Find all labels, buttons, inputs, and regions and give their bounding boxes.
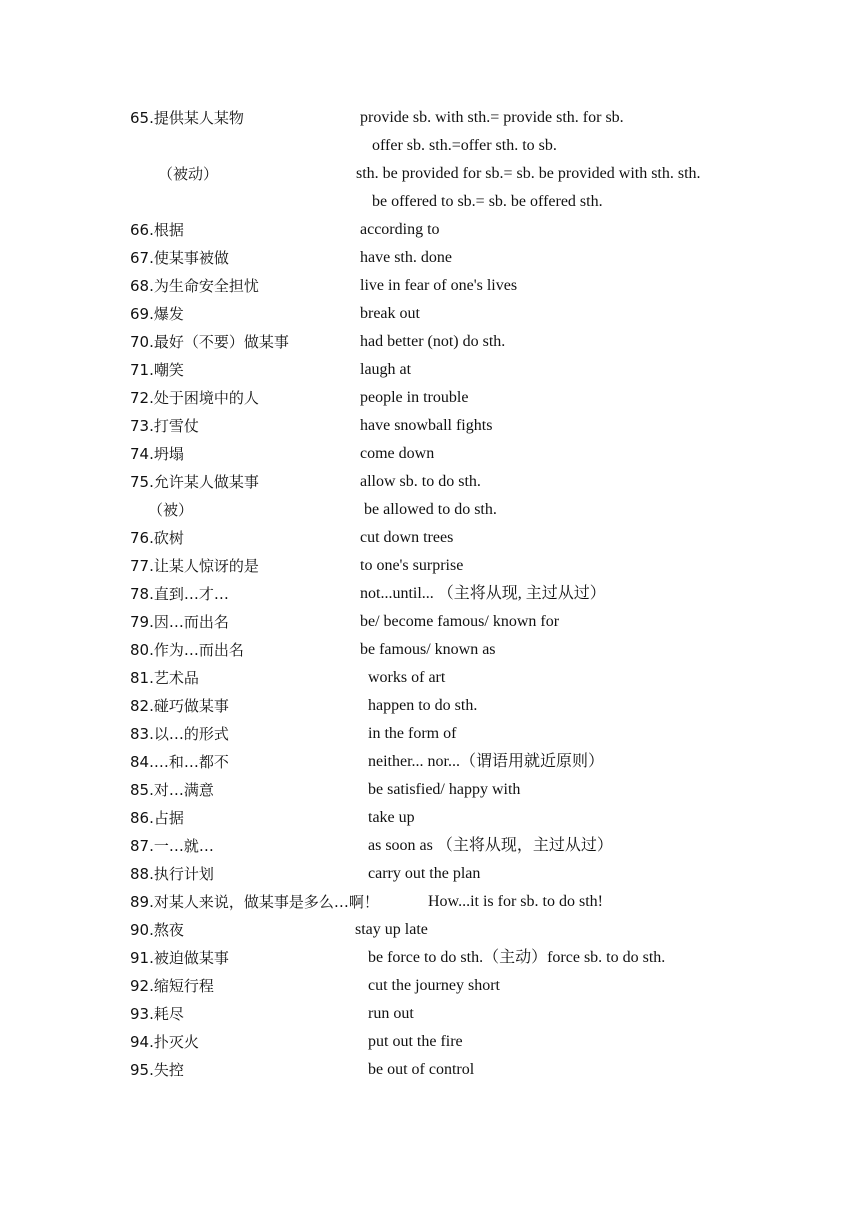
entry-en: run out xyxy=(368,1005,414,1022)
entry-zh: 65.提供某人某物 xyxy=(130,109,244,127)
entry-en: carry out the plan xyxy=(368,865,481,882)
entry-zh: 79.因…而出名 xyxy=(130,613,229,631)
entry-zh: 71.嘲笑 xyxy=(130,361,184,379)
entry-en: be allowed to do sth. xyxy=(364,501,497,518)
entry-en: be force to do sth.（主动）force sb. to do sth. xyxy=(368,949,666,966)
entry-zh: 70.最好（不要）做某事 xyxy=(130,333,289,351)
entry-en: stay up late xyxy=(355,921,428,938)
entry-en: put out the fire xyxy=(368,1033,463,1050)
entry-zh: （被） xyxy=(148,501,194,519)
entry-zh: 93.耗尽 xyxy=(130,1005,184,1023)
entry-en: provide sb. with sth.= provide sth. for sb. xyxy=(360,109,624,126)
entry-zh: 89.对某人来说，做某事是多么…啊！ xyxy=(130,893,379,911)
entry-zh: 76.砍树 xyxy=(130,529,184,547)
entry-en: have sth. done xyxy=(360,249,452,266)
entry-en: be famous/ known as xyxy=(360,641,496,658)
entry-en: works of art xyxy=(368,669,446,686)
entry-zh: 94.扑灭火 xyxy=(130,1033,199,1051)
entry-zh: 86.占据 xyxy=(130,809,184,827)
entry-zh: 82.碰巧做某事 xyxy=(130,697,229,715)
entry-zh: 77.让某人惊讶的是 xyxy=(130,557,259,575)
entry-en: cut down trees xyxy=(360,529,454,546)
entry-en: to one's surprise xyxy=(360,557,464,574)
entry-en: come down xyxy=(360,445,435,462)
entry-zh: 81.艺术品 xyxy=(130,669,199,687)
entry-en: break out xyxy=(360,305,420,322)
entry-zh: 95.失控 xyxy=(130,1061,184,1079)
entry-en: be out of control xyxy=(368,1061,475,1078)
entry-en: live in fear of one's lives xyxy=(360,277,518,294)
entry-en: cut the journey short xyxy=(368,977,500,994)
entry-en: have snowball fights xyxy=(360,417,493,434)
entry-en: not...until... （主将从现, 主过从过） xyxy=(360,585,606,602)
entry-en: had better (not) do sth. xyxy=(360,333,506,350)
entry-zh: 75.允许某人做某事 xyxy=(130,473,259,491)
entry-en: according to xyxy=(360,221,440,238)
entry-en: laugh at xyxy=(360,361,412,378)
entry-en: neither... nor...（谓语用就近原则） xyxy=(368,753,604,770)
entry-zh: 68.为生命安全担忧 xyxy=(130,277,259,295)
entry-en: sth. be provided for sb.= sb. be provided with sth. sth. xyxy=(356,165,701,182)
entry-zh: 85.对…满意 xyxy=(130,781,214,799)
entry-zh: 87.一…就… xyxy=(130,837,214,855)
entry-zh: 78.直到…才… xyxy=(130,585,229,603)
entry-zh: 84.…和…都不 xyxy=(130,753,229,771)
entry-en: How...it is for sb. to do sth! xyxy=(428,893,603,910)
entry-en: be satisfied/ happy with xyxy=(368,781,521,798)
entry-en: be/ become famous/ known for xyxy=(360,613,560,630)
entry-zh: 67.使某事被做 xyxy=(130,249,229,267)
entry-en: as soon as （主将从现，主过从过） xyxy=(368,837,613,854)
entry-en: happen to do sth. xyxy=(368,697,478,714)
entry-en: take up xyxy=(368,809,415,826)
entry-zh: 91.被迫做某事 xyxy=(130,949,229,967)
entry-zh: 72.处于困境中的人 xyxy=(130,389,259,407)
entry-en: be offered to sb.= sb. be offered sth. xyxy=(372,193,603,210)
entry-zh: 69.爆发 xyxy=(130,305,184,323)
entry-en: allow sb. to do sth. xyxy=(360,473,481,490)
entry-zh: 83.以…的形式 xyxy=(130,725,229,743)
entry-zh: （被动） xyxy=(158,165,219,183)
entry-zh: 80.作为…而出名 xyxy=(130,641,244,659)
entry-en: people in trouble xyxy=(360,389,469,406)
entry-zh: 90.熬夜 xyxy=(130,921,184,939)
entry-zh: 66.根据 xyxy=(130,221,184,239)
entry-en: in the form of xyxy=(368,725,457,742)
entry-zh: 92.缩短行程 xyxy=(130,977,214,995)
entry-en: offer sb. sth.=offer sth. to sb. xyxy=(372,137,557,154)
entry-zh: 88.执行计划 xyxy=(130,865,214,883)
entry-zh: 74.坍塌 xyxy=(130,445,184,463)
entry-zh: 73.打雪仗 xyxy=(130,417,199,435)
